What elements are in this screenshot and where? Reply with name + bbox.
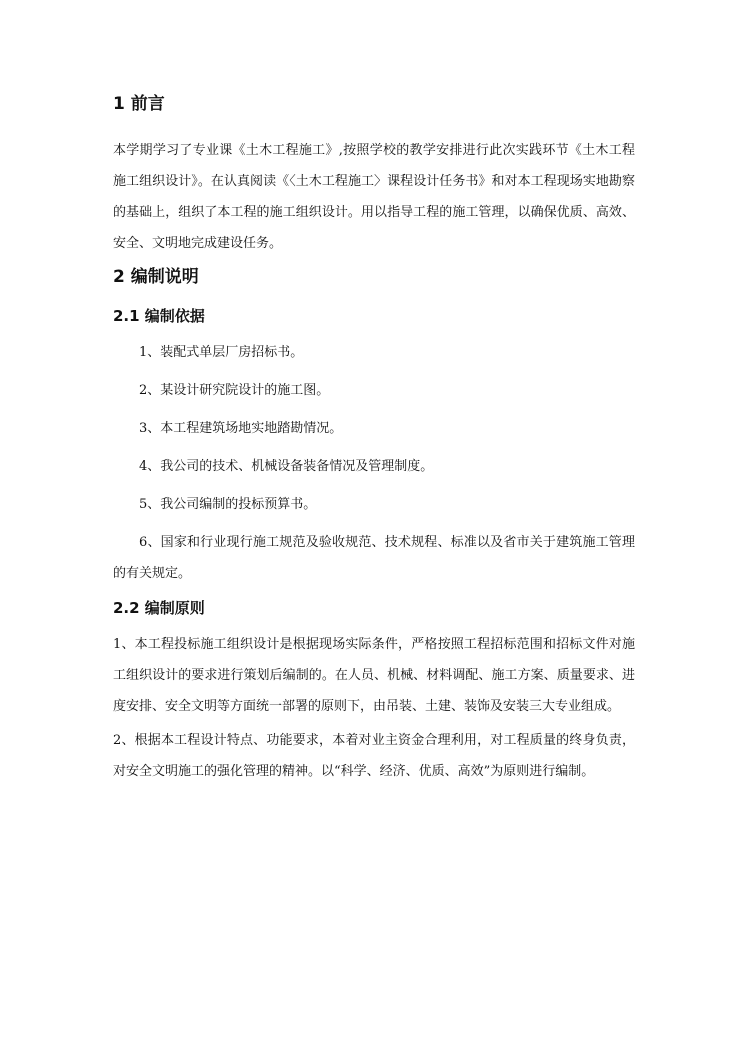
section-heading-preface: 1 前言 bbox=[113, 94, 165, 114]
principle-paragraph-1: 1、本工程投标施工组织设计是根据现场实际条件，严格按照工程招标范围和招标文件对施工组织设计的要求进行策划后编制的。在人员、机械、材料调配、施工方案、质量要求、进度安排、安全文明等方面统一部署的原则下，由吊装、土建、装饰及安装三大专业组成。 bbox=[113, 637, 635, 714]
document-content bbox=[113, 92, 635, 787]
basis-item-2: 2、某设计研究院设计的施工图。 bbox=[139, 383, 330, 398]
section-heading-compilation-notes: 2 编制说明 bbox=[113, 267, 199, 287]
basis-item-1: 1、装配式单层厂房招标书。 bbox=[139, 345, 304, 360]
preface-paragraph: 本学期学习了专业课《土木工程施工》,按照学校的教学安排进行此次实践环节《土木工程施工组织设计》。在认真阅读《〈土木工程施工〉课程设计任务书》和对本工程现场实地勘察的基础上，组织了本工程的施工组织设计。用以指导工程的施工管理，以确保优质、高效、安全、文明地完成建设任务。 bbox=[113, 143, 635, 251]
subsection-heading-compilation-basis: 2.1 编制依据 bbox=[113, 307, 205, 325]
subsection-heading-compilation-principles: 2.2 编制原则 bbox=[113, 599, 205, 617]
basis-item-6: 6、国家和行业现行施工规范及验收规范、技术规程、标准以及省市关于建筑施工管理的有关规定。 bbox=[113, 535, 635, 581]
basis-item-5: 5、我公司编制的投标预算书。 bbox=[139, 497, 317, 512]
principle-paragraph-2: 2、根据本工程设计特点、功能要求，本着对业主资金合理利用，对工程质量的终身负责，对安全文明施工的强化管理的精神。以“科学、经济、优质、高效”为原则进行编制。 bbox=[113, 733, 635, 779]
basis-item-3: 3、本工程建筑场地实地踏勘情况。 bbox=[139, 421, 343, 436]
basis-item-4: 4、我公司的技术、机械设备装备情况及管理制度。 bbox=[139, 459, 434, 474]
